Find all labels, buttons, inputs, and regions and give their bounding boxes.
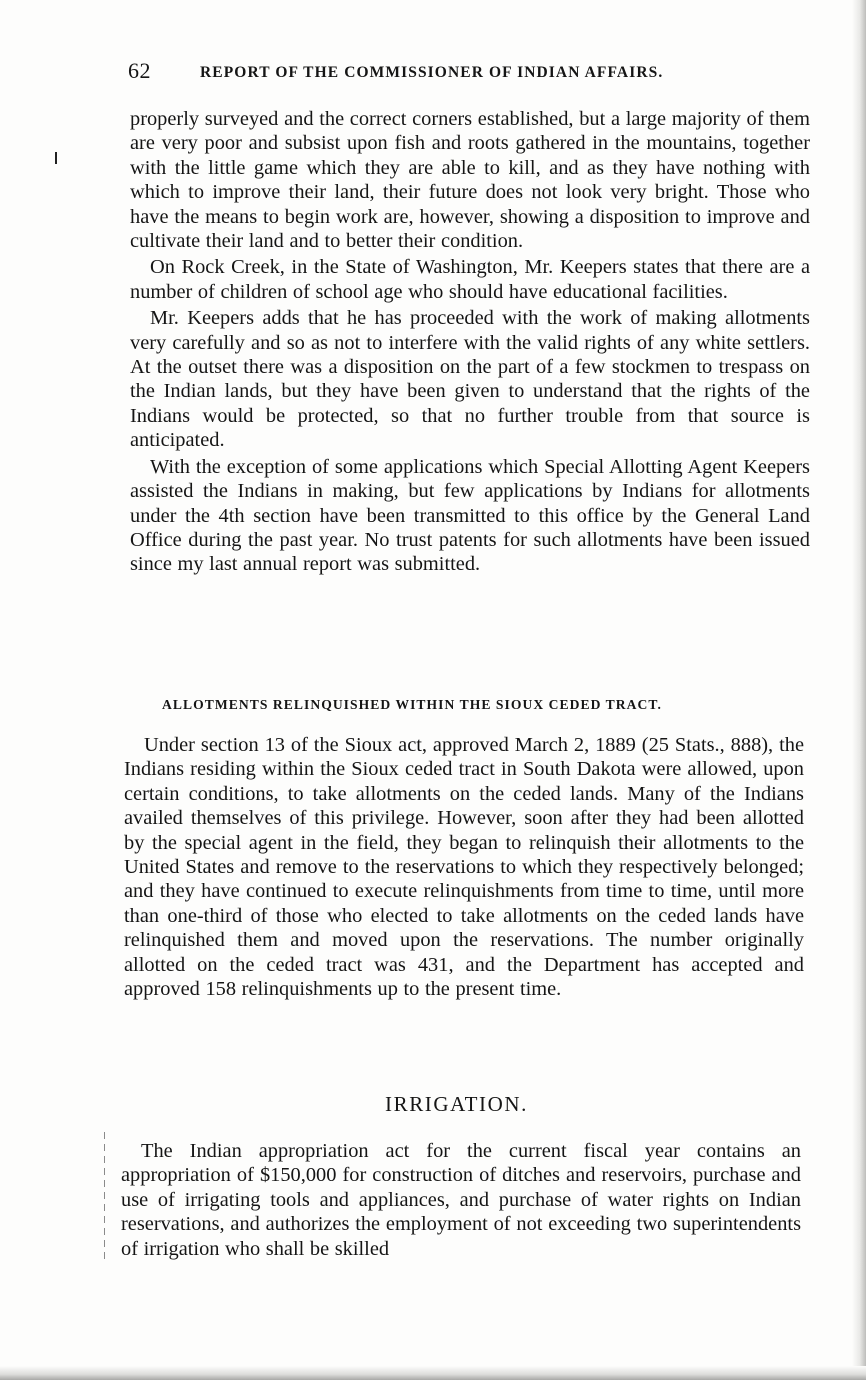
page-edge-right [852, 0, 866, 1380]
paragraph-sioux: Under section 13 of the Sioux act, approved March 2, 1889 (25 Stats., 888), the Indians residing within the Sioux ceded tract in South Dakota were allowed, upon certain conditions, to take allotments on the ceded lands. Many of the Indians availed themselves of this privilege. However, soon after they had been allotted by the special agent in the field, they began to relinquish their allotments to the United States and remove to the reservations to which they respectively belonged; and they have continued to execute relinquishments from time to time, until more than one-third of those who elected to take allotments on the ceded lands have relinquished them and moved upon the reservations. The number originally allotted on the ceded tract was 431, and the Department has accepted and approved 158 relinquishments up to the present time. [124, 734, 804, 1001]
paragraph-continued: properly surveyed and the correct corners established, but a large majority of them are very poor and subsist upon fish and roots gathered in the mountains, together with the little game which they are able to kill, and as they have nothing with which to improve their land, their future does not look very bright. Those who have the means to begin work are, however, showing a disposition to improve and cultivate their land and to better their condition. [130, 108, 810, 253]
paragraph-rock-creek: On Rock Creek, in the State of Washington, Mr. Keepers states that there are a number of children of school age who should have educational facilities. [130, 256, 810, 303]
margin-mark [55, 152, 57, 164]
body-text-top [130, 107, 810, 579]
running-title: REPORT OF THE COMMISSIONER OF INDIAN AFFAIRS. [200, 64, 664, 81]
paragraph-irrigation: The Indian appropriation act for the current fiscal year contains an appropriation of $150,000 for construction of ditches and reservoirs, purchase and use of irrigating tools and appliances, and purchase of water rights on Indian reservations, and authorizes the employment of not exceeding two superintendents of irrigation who shall be skilled [121, 1140, 801, 1260]
body-text-irrigation [121, 1139, 801, 1263]
paragraph-applications: With the exception of some applications which Special Allotting Agent Keepers assisted the Indians in making, but few applications by Indians for allotments under the 4th section have been transmitted to this office by the General Land Office during the past year. No trust patents for such allotments have been issued since my last annual report was submitted. [130, 455, 810, 576]
margin-dashed-line [104, 1132, 105, 1264]
paragraph-keepers: Mr. Keepers adds that he has proceeded with the work of making allotments very carefully and so as not to interfere with the valid rights of any white settlers. At the outset there was a disposition on the part of a few stockmen to trespass on the Indian lands, but they have been given to understand that the rights of the Indians would be protected, so that no further trouble from that source is anticipated. [130, 307, 810, 452]
page-edge-bottom [0, 1366, 866, 1380]
page-number: 62 [128, 58, 151, 83]
section-heading-irrigation: IRRIGATION. [385, 1092, 529, 1116]
running-head [128, 58, 818, 88]
body-text-sioux [124, 733, 804, 1003]
section-heading-sioux: ALLOTMENTS RELINQUISHED WITHIN THE SIOUX CEDED TRACT. [162, 697, 662, 712]
